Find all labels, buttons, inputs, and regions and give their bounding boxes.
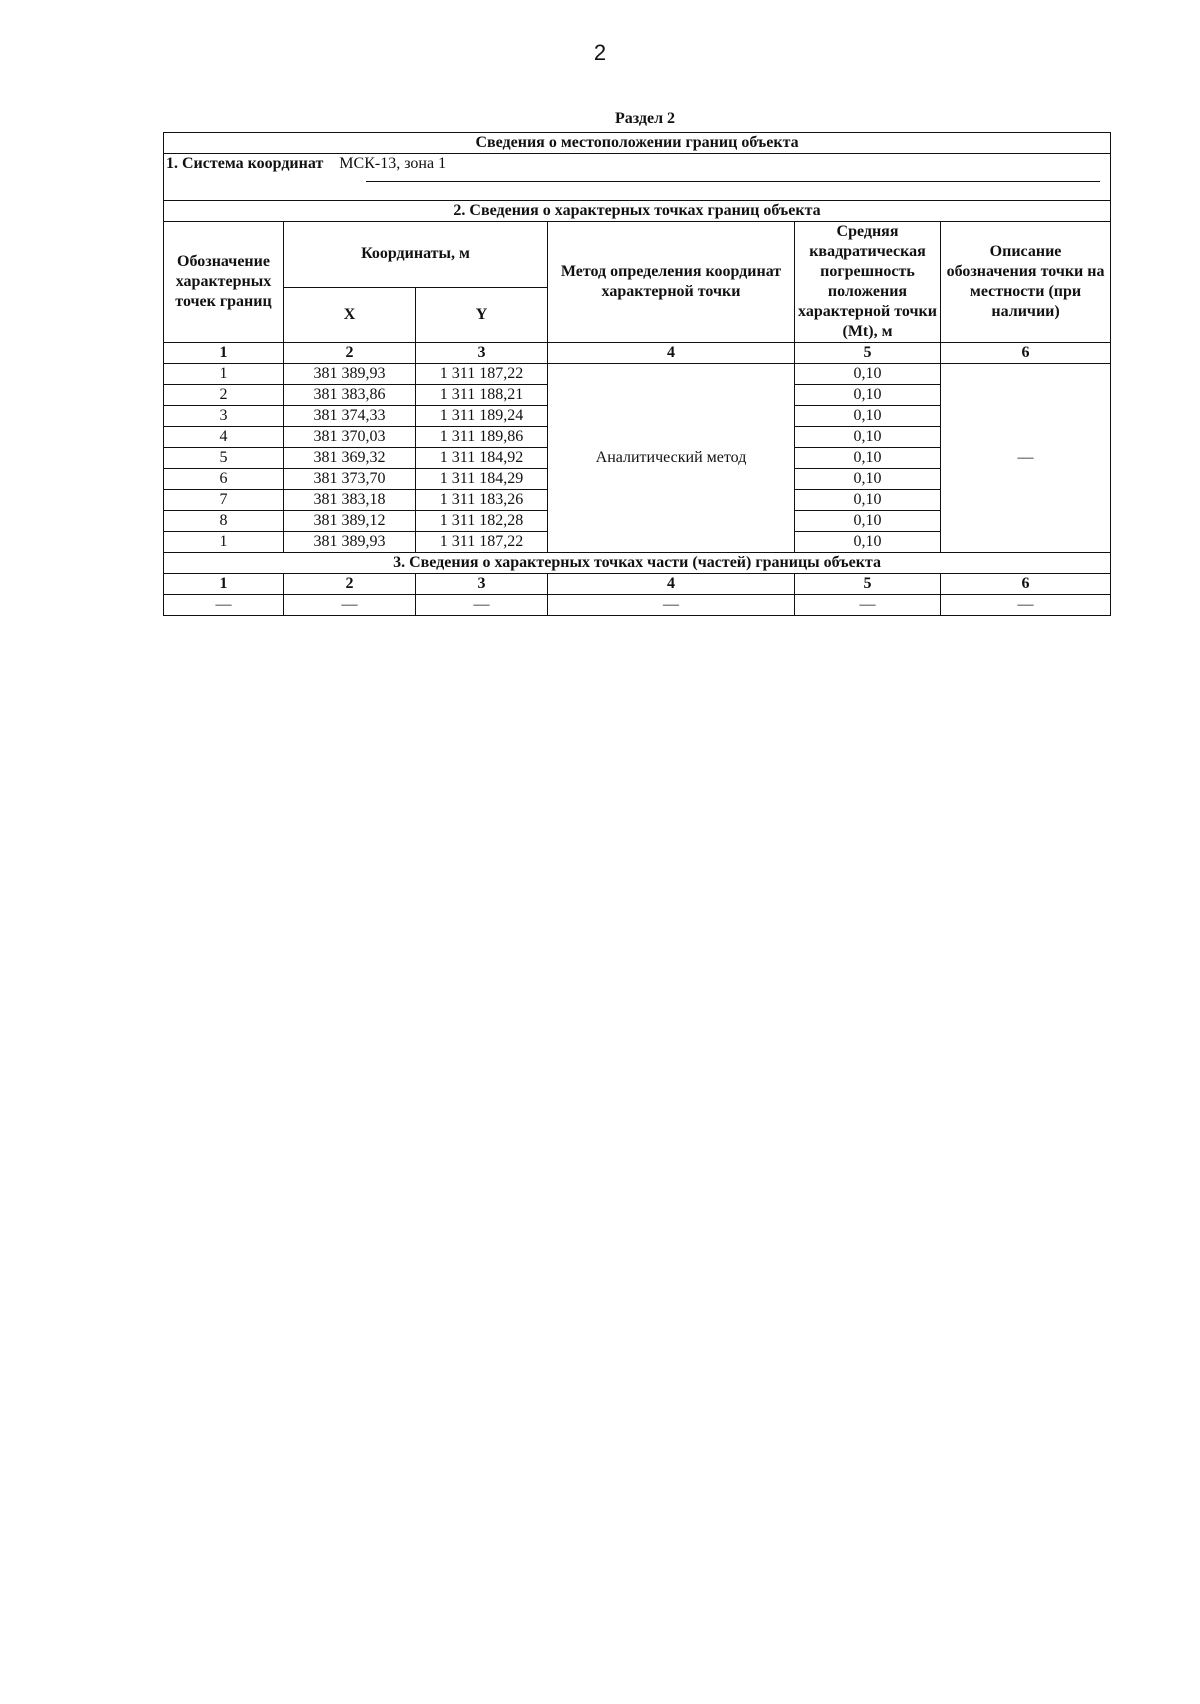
table-title-row [164,133,1111,154]
column-number: 6 [941,343,1111,364]
column-number: 4 [548,574,795,595]
points-section-title: 2. Сведения о характерных точках границ объекта [164,201,1111,222]
coordinate-system-row [164,154,1111,201]
point-y: 1 311 182,28 [416,511,548,532]
point-number: 3 [164,406,284,427]
parts-cell: — [164,595,284,616]
point-mt: 0,10 [795,511,941,532]
point-mt: 0,10 [795,448,941,469]
point-x: 381 389,93 [284,532,416,553]
point-x: 381 389,12 [284,511,416,532]
table-row [164,364,1111,385]
coordinate-system-underline [366,181,1100,182]
header-x: X [284,287,416,342]
column-number: 1 [164,343,284,364]
header-coordinates: Координаты, м [284,222,548,288]
header-description: Описание обозначения точки на местности (при наличии) [941,222,1111,343]
parts-cell: — [416,595,548,616]
point-x: 381 374,33 [284,406,416,427]
point-mt: 0,10 [795,385,941,406]
parts-row [164,595,1111,616]
point-number: 2 [164,385,284,406]
point-mt: 0,10 [795,490,941,511]
point-number: 1 [164,532,284,553]
point-mt: 0,10 [795,427,941,448]
column-number: 5 [795,574,941,595]
point-x: 381 370,03 [284,427,416,448]
column-number: 4 [548,343,795,364]
column-number: 1 [164,574,284,595]
coordinate-system-value: МСК-13, зона 1 [339,155,447,172]
point-y: 1 311 189,86 [416,427,548,448]
point-x: 381 383,86 [284,385,416,406]
parts-column-numbers-row [164,574,1111,595]
section-title: Раздел 2 [614,110,676,127]
point-number: 5 [164,448,284,469]
point-number: 7 [164,490,284,511]
column-number: 2 [284,574,416,595]
page-number: 2 [593,40,607,65]
point-number: 8 [164,511,284,532]
boundary-table [163,132,1111,616]
description-cell: — [941,364,1111,553]
point-mt: 0,10 [795,532,941,553]
point-x: 381 389,93 [284,364,416,385]
method-cell: Аналитический метод [548,364,795,553]
parts-cell: — [795,595,941,616]
header-row-1 [164,222,1111,288]
point-x: 381 369,32 [284,448,416,469]
parts-cell: — [548,595,795,616]
parts-section-title-row [164,553,1111,574]
coordinate-system-cell [164,154,1111,201]
column-number: 6 [941,574,1111,595]
point-y: 1 311 189,24 [416,406,548,427]
header-designation: Обозначение характерных точек границ [164,222,284,343]
point-y: 1 311 184,92 [416,448,548,469]
header-method: Метод определения координат характерной точки [548,222,795,343]
parts-cell: — [941,595,1111,616]
column-number: 3 [416,574,548,595]
table-title: Сведения о местоположении границ объекта [164,133,1111,154]
column-number: 5 [795,343,941,364]
parts-cell: — [284,595,416,616]
points-section-title-row [164,201,1111,222]
column-number: 2 [284,343,416,364]
header-y: Y [416,287,548,342]
point-y: 1 311 187,22 [416,532,548,553]
point-y: 1 311 183,26 [416,490,548,511]
point-number: 4 [164,427,284,448]
column-number: 3 [416,343,548,364]
point-x: 381 373,70 [284,469,416,490]
point-mt: 0,10 [795,406,941,427]
coordinate-system-label: 1. Система координат [166,155,324,172]
point-mt: 0,10 [795,364,941,385]
point-mt: 0,10 [795,469,941,490]
point-x: 381 383,18 [284,490,416,511]
point-number: 1 [164,364,284,385]
header-error: Средняя квадратическая погрешность положения характерной точки (Mt), м [795,222,941,343]
point-number: 6 [164,469,284,490]
point-y: 1 311 184,29 [416,469,548,490]
point-y: 1 311 187,22 [416,364,548,385]
point-y: 1 311 188,21 [416,385,548,406]
parts-section-title: 3. Сведения о характерных точках части (частей) границы объекта [164,553,1111,574]
column-numbers-row [164,343,1111,364]
